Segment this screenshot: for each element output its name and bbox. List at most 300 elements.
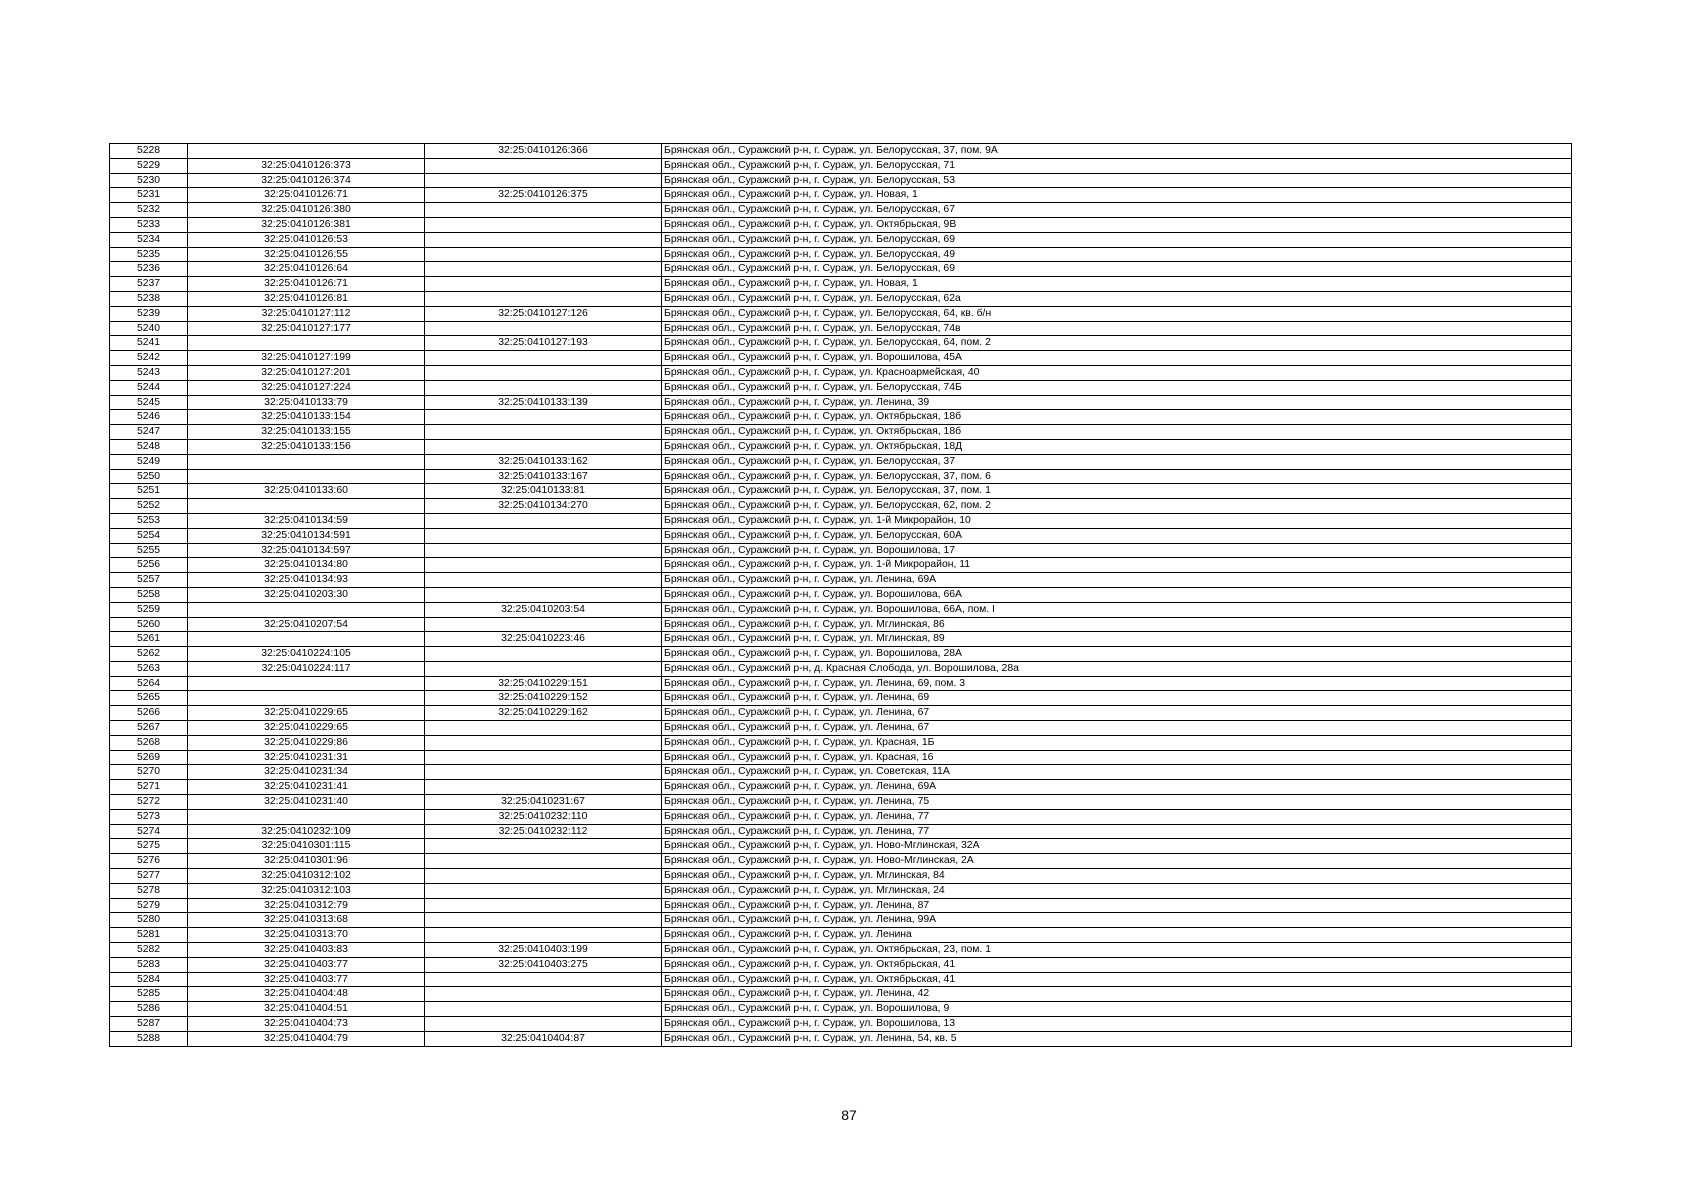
related-cadastral-number-cell: 32:25:0410203:54 [425,602,662,617]
cadastral-number-cell: 32:25:0410126:81 [188,291,425,306]
cadastral-number-cell: 32:25:0410231:41 [188,780,425,795]
row-number-cell: 5284 [110,972,188,987]
cadastral-number-cell: 32:25:0410312:103 [188,883,425,898]
row-number-cell: 5237 [110,277,188,292]
table-row [110,883,1572,898]
related-cadastral-number-cell [425,721,662,736]
row-number-cell: 5240 [110,321,188,336]
table-row [110,691,1572,706]
row-number-cell: 5262 [110,647,188,662]
address-cell: Брянская обл., Суражский р-н, г. Сураж, ул. Октябрьская, 9В [662,217,1572,232]
address-cell: Брянская обл., Суражский р-н, д. Красная Слобода, ул. Ворошилова, 28а [662,661,1572,676]
address-cell: Брянская обл., Суражский р-н, г. Сураж, ул. Белорусская, 64, пом. 2 [662,336,1572,351]
cadastral-number-cell: 32:25:0410403:77 [188,972,425,987]
related-cadastral-number-cell [425,232,662,247]
cadastral-number-cell: 32:25:0410126:55 [188,247,425,262]
related-cadastral-number-cell [425,558,662,573]
row-number-cell: 5245 [110,395,188,410]
row-number-cell: 5265 [110,691,188,706]
cadastral-number-cell: 32:25:0410403:83 [188,943,425,958]
address-cell: Брянская обл., Суражский р-н, г. Сураж, ул. Октябрьская, 18б [662,410,1572,425]
table-row [110,336,1572,351]
cadastral-number-cell: 32:25:0410134:93 [188,573,425,588]
table-row [110,706,1572,721]
address-cell: Брянская обл., Суражский р-н, г. Сураж, ул. Мглинская, 86 [662,617,1572,632]
related-cadastral-number-cell: 32:25:0410403:275 [425,957,662,972]
table-row [110,721,1572,736]
address-cell: Брянская обл., Суражский р-н, г. Сураж, ул. Ленина, 42 [662,987,1572,1002]
address-cell: Брянская обл., Суражский р-н, г. Сураж, ул. Ленина, 54, кв. 5 [662,1031,1572,1046]
table-row [110,1002,1572,1017]
cadastral-number-cell: 32:25:0410127:177 [188,321,425,336]
address-cell: Брянская обл., Суражский р-н, г. Сураж, ул. Ворошилова, 66А [662,587,1572,602]
table-row [110,513,1572,528]
cadastral-number-cell: 32:25:0410231:31 [188,750,425,765]
row-number-cell: 5256 [110,558,188,573]
related-cadastral-number-cell [425,573,662,588]
related-cadastral-number-cell [425,661,662,676]
address-cell: Брянская обл., Суражский р-н, г. Сураж, ул. Ленина, 69 [662,691,1572,706]
table-row [110,869,1572,884]
cadastral-number-cell: 32:25:0410404:48 [188,987,425,1002]
row-number-cell: 5283 [110,957,188,972]
row-number-cell: 5269 [110,750,188,765]
related-cadastral-number-cell [425,913,662,928]
cadastral-number-cell: 32:25:0410312:102 [188,869,425,884]
row-number-cell: 5239 [110,306,188,321]
address-cell: Брянская обл., Суражский р-н, г. Сураж, ул. Красная, 1Б [662,735,1572,750]
address-cell: Брянская обл., Суражский р-н, г. Сураж, ул. Ворошилова, 9 [662,1002,1572,1017]
related-cadastral-number-cell: 32:25:0410133:162 [425,454,662,469]
cadastral-number-cell: 32:25:0410207:54 [188,617,425,632]
row-number-cell: 5259 [110,602,188,617]
cadastral-number-cell [188,469,425,484]
row-number-cell: 5275 [110,839,188,854]
related-cadastral-number-cell [425,173,662,188]
cadastral-number-cell: 32:25:0410301:115 [188,839,425,854]
related-cadastral-number-cell: 32:25:0410223:46 [425,632,662,647]
address-cell: Брянская обл., Суражский р-н, г. Сураж, ул. Ленина, 69А [662,780,1572,795]
cadastral-number-cell [188,499,425,514]
related-cadastral-number-cell [425,898,662,913]
table-row [110,306,1572,321]
address-cell: Брянская обл., Суражский р-н, г. Сураж, ул. Ворошилова, 17 [662,543,1572,558]
related-cadastral-number-cell [425,321,662,336]
table-row [110,780,1572,795]
row-number-cell: 5280 [110,913,188,928]
address-cell: Брянская обл., Суражский р-н, г. Сураж, ул. Белорусская, 69 [662,232,1572,247]
cadastral-number-cell: 32:25:0410404:79 [188,1031,425,1046]
related-cadastral-number-cell: 32:25:0410133:139 [425,395,662,410]
address-cell: Брянская обл., Суражский р-н, г. Сураж, ул. Красноармейская, 40 [662,365,1572,380]
table-row [110,277,1572,292]
related-cadastral-number-cell: 32:25:0410133:81 [425,484,662,499]
related-cadastral-number-cell [425,380,662,395]
related-cadastral-number-cell [425,647,662,662]
table-row [110,425,1572,440]
related-cadastral-number-cell [425,750,662,765]
row-number-cell: 5273 [110,809,188,824]
row-number-cell: 5279 [110,898,188,913]
row-number-cell: 5268 [110,735,188,750]
table-row [110,854,1572,869]
cadastral-number-cell: 32:25:0410133:156 [188,439,425,454]
address-cell: Брянская обл., Суражский р-н, г. Сураж, ул. Мглинская, 24 [662,883,1572,898]
related-cadastral-number-cell [425,617,662,632]
table-row [110,262,1572,277]
related-cadastral-number-cell [425,528,662,543]
row-number-cell: 5271 [110,780,188,795]
related-cadastral-number-cell: 32:25:0410126:366 [425,144,662,159]
row-number-cell: 5278 [110,883,188,898]
address-cell: Брянская обл., Суражский р-н, г. Сураж, ул. Белорусская, 62, пом. 2 [662,499,1572,514]
row-number-cell: 5233 [110,217,188,232]
address-cell: Брянская обл., Суражский р-н, г. Сураж, ул. Белорусская, 37, пом. 1 [662,484,1572,499]
related-cadastral-number-cell [425,203,662,218]
cadastral-number-cell: 32:25:0410232:109 [188,824,425,839]
cadastral-number-cell: 32:25:0410127:201 [188,365,425,380]
address-cell: Брянская обл., Суражский р-н, г. Сураж, ул. Ленина, 69, пом. 3 [662,676,1572,691]
address-cell: Брянская обл., Суражский р-н, г. Сураж, ул. Белорусская, 71 [662,158,1572,173]
row-number-cell: 5254 [110,528,188,543]
table-row [110,217,1572,232]
table-row [110,454,1572,469]
table-row [110,839,1572,854]
cadastral-number-cell: 32:25:0410224:105 [188,647,425,662]
address-cell: Брянская обл., Суражский р-н, г. Сураж, ул. Октябрьская, 18б [662,425,1572,440]
cadastral-number-cell: 32:25:0410403:77 [188,957,425,972]
page-number: 87 [841,1107,857,1123]
table-row [110,602,1572,617]
address-cell: Брянская обл., Суражский р-н, г. Сураж, ул. Ленина, 75 [662,795,1572,810]
address-cell: Брянская обл., Суражский р-н, г. Сураж, ул. Белорусская, 62а [662,291,1572,306]
address-cell: Брянская обл., Суражский р-н, г. Сураж, ул. Ленина, 39 [662,395,1572,410]
related-cadastral-number-cell [425,158,662,173]
cadastral-number-cell: 32:25:0410313:68 [188,913,425,928]
table-row [110,158,1572,173]
related-cadastral-number-cell [425,765,662,780]
cadastral-number-cell: 32:25:0410126:64 [188,262,425,277]
row-number-cell: 5242 [110,351,188,366]
cadastral-number-cell: 32:25:0410231:40 [188,795,425,810]
address-cell: Брянская обл., Суражский р-н, г. Сураж, ул. Советская, 11А [662,765,1572,780]
address-cell: Брянская обл., Суражский р-н, г. Сураж, ул. Ленина [662,928,1572,943]
table-row [110,499,1572,514]
table-row [110,365,1572,380]
related-cadastral-number-cell [425,869,662,884]
address-cell: Брянская обл., Суражский р-н, г. Сураж, ул. Октябрьская, 18Д [662,439,1572,454]
cadastral-number-cell: 32:25:0410133:79 [188,395,425,410]
cadastral-number-cell [188,602,425,617]
row-number-cell: 5243 [110,365,188,380]
address-cell: Брянская обл., Суражский р-н, г. Сураж, ул. Белорусская, 49 [662,247,1572,262]
address-cell: Брянская обл., Суражский р-н, г. Сураж, ул. Красная, 16 [662,750,1572,765]
table-row [110,247,1572,262]
address-cell: Брянская обл., Суражский р-н, г. Сураж, ул. Мглинская, 84 [662,869,1572,884]
cadastral-number-cell: 32:25:0410126:71 [188,277,425,292]
cadastral-number-cell [188,336,425,351]
cadastral-number-cell: 32:25:0410229:65 [188,706,425,721]
table-row [110,617,1572,632]
table-row [110,380,1572,395]
row-number-cell: 5253 [110,513,188,528]
address-cell: Брянская обл., Суражский р-н, г. Сураж, ул. Ленина, 87 [662,898,1572,913]
table-row [110,928,1572,943]
related-cadastral-number-cell: 32:25:0410134:270 [425,499,662,514]
table-row [110,587,1572,602]
row-number-cell: 5287 [110,1017,188,1032]
table-row [110,735,1572,750]
address-cell: Брянская обл., Суражский р-н, г. Сураж, ул. Белорусская, 53 [662,173,1572,188]
row-number-cell: 5257 [110,573,188,588]
address-cell: Брянская обл., Суражский р-н, г. Сураж, ул. Ново-Мглинская, 32А [662,839,1572,854]
row-number-cell: 5246 [110,410,188,425]
address-cell: Брянская обл., Суражский р-н, г. Сураж, ул. Октябрьская, 41 [662,957,1572,972]
cadastral-number-cell: 32:25:0410134:591 [188,528,425,543]
registry-table [109,143,1572,1047]
row-number-cell: 5258 [110,587,188,602]
row-number-cell: 5247 [110,425,188,440]
cadastral-number-cell [188,809,425,824]
table-row [110,750,1572,765]
row-number-cell: 5288 [110,1031,188,1046]
address-cell: Брянская обл., Суражский р-н, г. Сураж, ул. Мглинская, 89 [662,632,1572,647]
cadastral-number-cell: 32:25:0410313:70 [188,928,425,943]
cadastral-number-cell [188,676,425,691]
table-row [110,528,1572,543]
address-cell: Брянская обл., Суражский р-н, г. Сураж, ул. Ленина, 77 [662,809,1572,824]
table-row [110,203,1572,218]
related-cadastral-number-cell [425,780,662,795]
address-cell: Брянская обл., Суражский р-н, г. Сураж, ул. Ворошилова, 28А [662,647,1572,662]
registry-table-body [110,144,1572,1047]
row-number-cell: 5266 [110,706,188,721]
row-number-cell: 5281 [110,928,188,943]
related-cadastral-number-cell [425,587,662,602]
address-cell: Брянская обл., Суражский р-н, г. Сураж, ул. Белорусская, 60А [662,528,1572,543]
related-cadastral-number-cell: 32:25:0410126:375 [425,188,662,203]
table-row [110,795,1572,810]
cadastral-number-cell: 32:25:0410126:53 [188,232,425,247]
cadastral-number-cell: 32:25:0410301:96 [188,854,425,869]
address-cell: Брянская обл., Суражский р-н, г. Сураж, ул. Белорусская, 67 [662,203,1572,218]
related-cadastral-number-cell: 32:25:0410229:152 [425,691,662,706]
table-row [110,439,1572,454]
address-cell: Брянская обл., Суражский р-н, г. Сураж, ул. Белорусская, 64, кв. б/н [662,306,1572,321]
related-cadastral-number-cell [425,217,662,232]
address-cell: Брянская обл., Суражский р-н, г. Сураж, ул. Белорусская, 74Б [662,380,1572,395]
row-number-cell: 5286 [110,1002,188,1017]
related-cadastral-number-cell [425,839,662,854]
table-row [110,410,1572,425]
table-row [110,484,1572,499]
table-row [110,957,1572,972]
address-cell: Брянская обл., Суражский р-н, г. Сураж, ул. Ворошилова, 13 [662,1017,1572,1032]
cadastral-number-cell: 32:25:0410404:51 [188,1002,425,1017]
row-number-cell: 5282 [110,943,188,958]
table-row [110,144,1572,159]
cadastral-number-cell: 32:25:0410203:30 [188,587,425,602]
row-number-cell: 5260 [110,617,188,632]
cadastral-number-cell: 32:25:0410133:60 [188,484,425,499]
related-cadastral-number-cell [425,247,662,262]
cadastral-number-cell: 32:25:0410224:117 [188,661,425,676]
cadastral-number-cell: 32:25:0410134:80 [188,558,425,573]
table-row [110,765,1572,780]
row-number-cell: 5276 [110,854,188,869]
table-row [110,898,1572,913]
cadastral-number-cell: 32:25:0410134:59 [188,513,425,528]
row-number-cell: 5274 [110,824,188,839]
address-cell: Брянская обл., Суражский р-н, г. Сураж, ул. 1-й Микрорайон, 11 [662,558,1572,573]
row-number-cell: 5251 [110,484,188,499]
table-row [110,824,1572,839]
row-number-cell: 5267 [110,721,188,736]
cadastral-number-cell: 32:25:0410134:597 [188,543,425,558]
related-cadastral-number-cell [425,291,662,306]
cadastral-number-cell: 32:25:0410133:155 [188,425,425,440]
table-row [110,1031,1572,1046]
cadastral-number-cell: 32:25:0410127:112 [188,306,425,321]
related-cadastral-number-cell: 32:25:0410127:126 [425,306,662,321]
table-row [110,972,1572,987]
cadastral-number-cell: 32:25:0410126:71 [188,188,425,203]
cadastral-number-cell: 32:25:0410126:380 [188,203,425,218]
address-cell: Брянская обл., Суражский р-н, г. Сураж, ул. Ворошилова, 45А [662,351,1572,366]
cadastral-number-cell [188,632,425,647]
table-row [110,647,1572,662]
table-row [110,188,1572,203]
cadastral-number-cell [188,691,425,706]
address-cell: Брянская обл., Суражский р-н, г. Сураж, ул. Ленина, 99А [662,913,1572,928]
table-row [110,661,1572,676]
table-row [110,809,1572,824]
related-cadastral-number-cell [425,425,662,440]
related-cadastral-number-cell [425,972,662,987]
row-number-cell: 5231 [110,188,188,203]
row-number-cell: 5285 [110,987,188,1002]
cadastral-number-cell: 32:25:0410312:79 [188,898,425,913]
related-cadastral-number-cell [425,883,662,898]
address-cell: Брянская обл., Суражский р-н, г. Сураж, ул. Новая, 1 [662,277,1572,292]
related-cadastral-number-cell [425,854,662,869]
related-cadastral-number-cell [425,351,662,366]
row-number-cell: 5236 [110,262,188,277]
address-cell: Брянская обл., Суражский р-н, г. Сураж, ул. Белорусская, 74в [662,321,1572,336]
address-cell: Брянская обл., Суражский р-н, г. Сураж, ул. Ворошилова, 66А, пом. I [662,602,1572,617]
table-row [110,913,1572,928]
address-cell: Брянская обл., Суражский р-н, г. Сураж, ул. Октябрьская, 41 [662,972,1572,987]
address-cell: Брянская обл., Суражский р-н, г. Сураж, ул. Ново-Мглинская, 2А [662,854,1572,869]
related-cadastral-number-cell: 32:25:0410403:199 [425,943,662,958]
cadastral-number-cell [188,144,425,159]
related-cadastral-number-cell [425,262,662,277]
cadastral-number-cell: 32:25:0410404:73 [188,1017,425,1032]
address-cell: Брянская обл., Суражский р-н, г. Сураж, ул. Белорусская, 37, пом. 6 [662,469,1572,484]
cadastral-number-cell: 32:25:0410229:86 [188,735,425,750]
table-row [110,558,1572,573]
table-row [110,469,1572,484]
row-number-cell: 5264 [110,676,188,691]
address-cell: Брянская обл., Суражский р-н, г. Сураж, ул. Октябрьская, 23, пом. 1 [662,943,1572,958]
address-cell: Брянская обл., Суражский р-н, г. Сураж, ул. Новая, 1 [662,188,1572,203]
row-number-cell: 5249 [110,454,188,469]
row-number-cell: 5263 [110,661,188,676]
related-cadastral-number-cell: 32:25:0410229:162 [425,706,662,721]
table-row [110,173,1572,188]
table-row [110,573,1572,588]
table-row [110,351,1572,366]
related-cadastral-number-cell: 32:25:0410404:87 [425,1031,662,1046]
cadastral-number-cell: 32:25:0410126:381 [188,217,425,232]
row-number-cell: 5230 [110,173,188,188]
related-cadastral-number-cell: 32:25:0410133:167 [425,469,662,484]
row-number-cell: 5261 [110,632,188,647]
address-cell: Брянская обл., Суражский р-н, г. Сураж, ул. Ленина, 67 [662,721,1572,736]
related-cadastral-number-cell [425,735,662,750]
cadastral-number-cell: 32:25:0410127:224 [188,380,425,395]
related-cadastral-number-cell [425,1002,662,1017]
row-number-cell: 5252 [110,499,188,514]
table-row [110,1017,1572,1032]
table-row [110,943,1572,958]
row-number-cell: 5270 [110,765,188,780]
address-cell: Брянская обл., Суражский р-н, г. Сураж, ул. Белорусская, 69 [662,262,1572,277]
table-row [110,543,1572,558]
row-number-cell: 5244 [110,380,188,395]
address-cell: Брянская обл., Суражский р-н, г. Сураж, ул. Ленина, 69А [662,573,1572,588]
cadastral-number-cell: 32:25:0410126:374 [188,173,425,188]
row-number-cell: 5234 [110,232,188,247]
related-cadastral-number-cell [425,928,662,943]
table-row [110,232,1572,247]
row-number-cell: 5235 [110,247,188,262]
row-number-cell: 5238 [110,291,188,306]
row-number-cell: 5255 [110,543,188,558]
row-number-cell: 5232 [110,203,188,218]
related-cadastral-number-cell [425,1017,662,1032]
related-cadastral-number-cell [425,365,662,380]
related-cadastral-number-cell: 32:25:0410232:112 [425,824,662,839]
row-number-cell: 5250 [110,469,188,484]
address-cell: Брянская обл., Суражский р-н, г. Сураж, ул. Белорусская, 37 [662,454,1572,469]
cadastral-number-cell: 32:25:0410229:65 [188,721,425,736]
related-cadastral-number-cell: 32:25:0410127:193 [425,336,662,351]
related-cadastral-number-cell: 32:25:0410232:110 [425,809,662,824]
related-cadastral-number-cell [425,277,662,292]
row-number-cell: 5277 [110,869,188,884]
row-number-cell: 5272 [110,795,188,810]
cadastral-number-cell: 32:25:0410126:373 [188,158,425,173]
table-row [110,291,1572,306]
row-number-cell: 5248 [110,439,188,454]
table-row [110,395,1572,410]
cadastral-number-cell: 32:25:0410127:199 [188,351,425,366]
table-row [110,676,1572,691]
table-row [110,321,1572,336]
related-cadastral-number-cell [425,543,662,558]
address-cell: Брянская обл., Суражский р-н, г. Сураж, ул. Ленина, 77 [662,824,1572,839]
related-cadastral-number-cell [425,987,662,1002]
related-cadastral-number-cell [425,513,662,528]
cadastral-number-cell: 32:25:0410133:154 [188,410,425,425]
related-cadastral-number-cell [425,439,662,454]
row-number-cell: 5241 [110,336,188,351]
related-cadastral-number-cell: 32:25:0410229:151 [425,676,662,691]
address-cell: Брянская обл., Суражский р-н, г. Сураж, ул. 1-й Микрорайон, 10 [662,513,1572,528]
row-number-cell: 5229 [110,158,188,173]
related-cadastral-number-cell [425,410,662,425]
